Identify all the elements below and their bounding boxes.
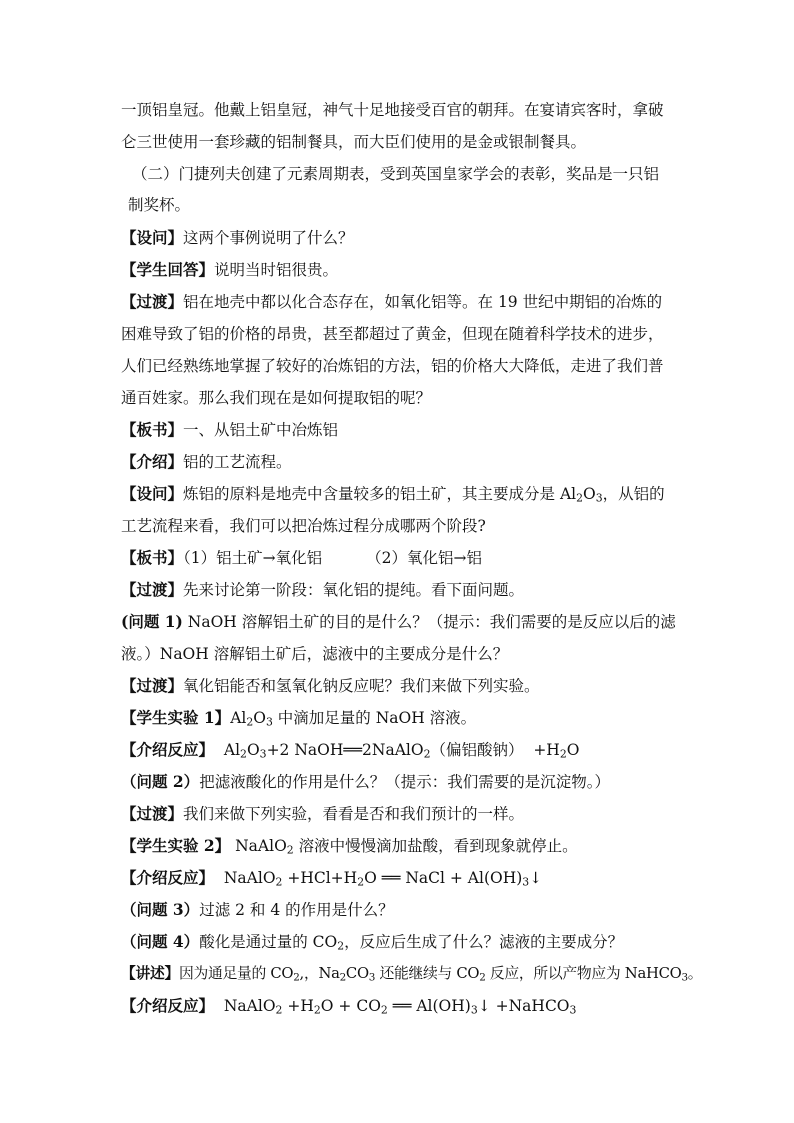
text: 这两个事例说明了什么？ — [183, 229, 354, 247]
text: +HCl+H — [282, 869, 358, 887]
intro-line — [121, 450, 701, 474]
text: ↓ +NaHCO — [477, 997, 570, 1015]
section-tag: 【学生实验 2】 — [121, 836, 231, 855]
text: NaOH 溶解铝土矿的目的是什么？（提示：我们需要的是反应以后的滤 — [182, 613, 676, 631]
experiment-line — [121, 834, 701, 858]
problem-line — [121, 770, 701, 794]
text: NaAlO — [214, 997, 276, 1015]
text: 困难导致了铝的价格的昂贵，甚至都超过了黄金，但现在随着科学技术的进步， — [121, 325, 664, 343]
text: 液。）NaOH 溶解铝土矿后，滤液中的主要成分是什么？ — [121, 645, 509, 663]
subscript: 3 — [259, 747, 267, 761]
text: 工艺流程来看，我们可以把冶炼过程分成哪两个阶段? — [121, 517, 486, 535]
text: ↓ — [529, 869, 543, 887]
text: Al — [214, 741, 241, 759]
paragraph-line — [128, 193, 708, 217]
text: ，从铝的 — [602, 485, 665, 503]
paragraph-line — [121, 130, 701, 154]
text: Al — [230, 709, 247, 727]
question-line — [121, 226, 701, 250]
section-tag: （问题 3） — [121, 900, 200, 919]
reaction-line — [121, 738, 701, 762]
problem-line — [121, 610, 701, 634]
text: 一、从铝土矿中冶炼铝 — [183, 421, 339, 439]
paragraph-line — [121, 322, 701, 346]
text: 还能继续与 CO — [375, 965, 480, 982]
section-tag: 【介绍反应】 — [121, 868, 215, 887]
subscript: 2 — [246, 715, 254, 729]
text: 炼铝的原料是地壳中含量较多的铝土矿，其主要成分是 Al — [183, 485, 577, 503]
paragraph-line — [132, 162, 712, 186]
subscript: 3 — [470, 1003, 478, 1017]
transition-line — [121, 578, 701, 602]
section-tag: 【板书】 — [121, 420, 184, 439]
text: +H — [282, 997, 314, 1015]
subscript: 2 — [479, 971, 486, 984]
section-tag: 【介绍反应】 — [121, 740, 215, 759]
paragraph-line — [121, 514, 701, 538]
text: 过滤 2 和 4 的作用是什么？ — [199, 901, 394, 919]
subscript: 2 — [380, 1003, 388, 1017]
paragraph-line — [121, 386, 701, 410]
subscript: 3 — [681, 971, 688, 984]
text: （二）门捷列夫创建了元素周期表，受到英国皇家学会的表彰，奖品是一只铝 — [132, 165, 660, 183]
subscript: 2 — [286, 843, 294, 857]
text: ══ Al(OH) — [387, 997, 471, 1015]
text: （1）铝土矿→氧化铝 — [183, 549, 323, 567]
text: CO — [345, 965, 369, 982]
subscript: 3 — [595, 491, 603, 505]
text: 我们来做下列实验，看看是否和我们预计的一样。 — [183, 805, 525, 823]
subscript: 2 — [293, 971, 300, 984]
subscript: 2 — [240, 747, 247, 761]
text: 溶液中慢慢滴加盐酸，看到现象就停止。 — [293, 837, 578, 855]
subscript: 2 — [313, 1003, 321, 1017]
experiment-line — [121, 706, 701, 730]
section-tag: 【过渡】 — [121, 676, 184, 695]
section-tag: 【学生实验 1】 — [121, 708, 231, 727]
subscript: 2 — [423, 747, 431, 761]
text: NaAlO — [230, 837, 287, 855]
reaction-line — [121, 994, 701, 1018]
board-line — [121, 418, 701, 442]
text: 铝在地壳中都以化合态存在，如氧化铝等。在 19 世纪中期铝的冶炼的 — [183, 293, 663, 311]
section-tag: 【过渡】 — [121, 580, 184, 599]
section-tag: 【讲述】 — [121, 965, 179, 982]
text: NaAlO — [214, 869, 276, 887]
text: O — [566, 741, 580, 759]
text: O — [583, 485, 596, 503]
subscript: 3 — [569, 1003, 577, 1017]
subscript: 3 — [265, 715, 273, 729]
subscript: 2 — [357, 875, 365, 889]
reaction-line — [121, 866, 701, 890]
text: O — [246, 741, 260, 759]
section-tag: 【过渡】 — [121, 804, 184, 823]
section-tag: 【设问】 — [121, 228, 184, 247]
text: 通百姓家。那么我们现在是如何提取铝的呢？ — [121, 389, 432, 407]
transition-line — [121, 802, 701, 826]
text: 仑三世使用一套珍藏的铝制餐具，而大臣们使用的是金或银制餐具。 — [121, 133, 587, 151]
answer-line — [121, 258, 701, 282]
subscript: 2 — [559, 747, 567, 761]
text: +2 NaOH══2NaAlO — [266, 741, 424, 759]
section-tag: 【过渡】 — [121, 292, 184, 311]
section-tag: (问题 1) — [121, 612, 183, 631]
paragraph-line — [121, 98, 701, 122]
text: 。 — [687, 965, 703, 982]
text: 先来讨论第一阶段：氧化铝的提纯。看下面问题。 — [183, 581, 525, 599]
text: ,，Na — [299, 965, 340, 982]
narration-line — [121, 962, 701, 986]
subscript: 3 — [368, 971, 376, 984]
problem-line — [121, 898, 701, 922]
board-line — [121, 546, 701, 570]
text: O + CO — [320, 997, 381, 1015]
paragraph-line — [121, 642, 701, 666]
text: 一顶铝皇冠。他戴上铝皇冠，神气十足地接受百官的朝拜。在宴请宾客时，拿破 — [121, 101, 664, 119]
question-line — [121, 482, 701, 506]
section-tag: （问题 4） — [121, 932, 200, 951]
section-tag: 【介绍】 — [121, 452, 184, 471]
text: 中滴加足量的 NaOH 溶液。 — [272, 709, 477, 727]
subscript: 2 — [275, 875, 283, 889]
transition-line — [121, 290, 701, 314]
text: 氧化铝能否和氢氧化钠反应呢？我们来做下列实验。 — [183, 677, 540, 695]
transition-line — [121, 674, 701, 698]
text: 把滤液酸化的作用是什么？（提示：我们需要的是沉淀物。） — [199, 773, 610, 791]
text: 铝的工艺流程。 — [183, 453, 292, 471]
text: O — [253, 709, 266, 727]
text: ，反应后生成了什么？滤液的主要成分？ — [344, 933, 624, 951]
text: 反应，所以产物应为 NaHCO — [485, 965, 682, 982]
text: 酸化是通过量的 CO — [199, 933, 338, 951]
text: （2）氧化铝→铝 — [366, 549, 482, 567]
text: 人们已经熟练地掌握了较好的冶炼铝的方法，铝的价格大大降低，走进了我们普 — [121, 357, 664, 375]
problem-line — [121, 930, 701, 954]
text: 说明当时铝很贵。 — [214, 261, 339, 279]
section-tag: （问题 2） — [121, 772, 200, 791]
paragraph-line — [121, 354, 701, 378]
subscript: 3 — [522, 875, 530, 889]
section-tag: 【介绍反应】 — [121, 996, 215, 1015]
section-tag: 【设问】 — [121, 484, 184, 503]
subscript: 2 — [576, 491, 584, 505]
subscript: 2 — [339, 971, 346, 984]
section-tag: 【板书】 — [121, 548, 184, 567]
subscript: 2 — [337, 939, 345, 953]
text: （偏铝酸钠） +H — [430, 741, 560, 759]
subscript: 2 — [275, 1003, 283, 1017]
text: 制奖杯。 — [128, 196, 191, 214]
text: 因为通足量的 CO — [179, 965, 294, 982]
section-tag: 【学生回答】 — [121, 260, 215, 279]
text: O ══ NaCl + Al(OH) — [364, 869, 523, 887]
